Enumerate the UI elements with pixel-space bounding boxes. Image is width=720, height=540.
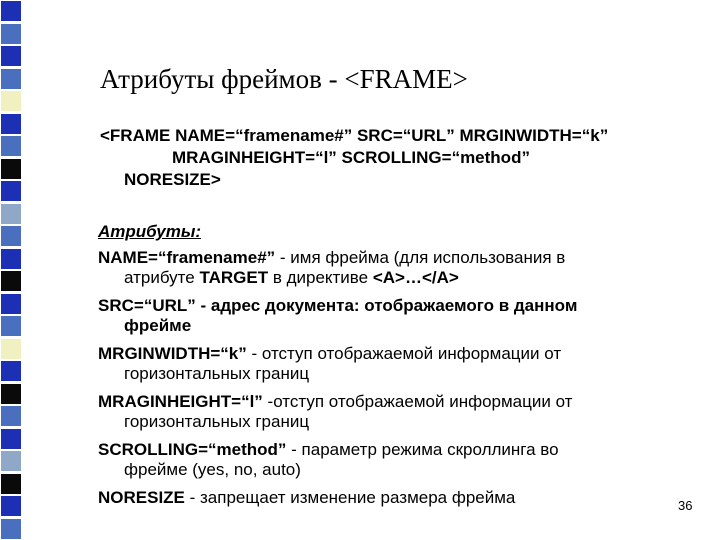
attr-sc-line-2: фрейме (yes, no, auto) <box>124 460 301 479</box>
stripe-square <box>0 293 22 315</box>
stripe-square <box>0 383 22 405</box>
stripe-square <box>0 225 22 247</box>
stripe-square <box>0 248 22 270</box>
attr-mh-line <box>98 392 572 412</box>
syntax-line-2: MRAGINHEIGHT=“l” SCROLLING=“method” <box>172 148 530 167</box>
attr-name-desc2a: атрибуте <box>124 268 200 287</box>
attr-sc-key: SCROLLING=“method” <box>98 440 287 459</box>
stripe-square <box>0 23 22 45</box>
stripe-square <box>0 158 22 180</box>
stripe-square <box>0 113 22 135</box>
page-number: 36 <box>678 498 693 513</box>
stripe-square <box>0 405 22 427</box>
stripe-square <box>0 68 22 90</box>
stripe-square <box>0 450 22 472</box>
stripe-square <box>0 338 22 360</box>
attr-mh-key: MRAGINHEIGHT=“l” <box>98 392 263 411</box>
attr-mh-line-2: горизонтальных границ <box>124 412 310 431</box>
syntax-line-1: <FRAME NAME=“framename#” SRC=“URL” MRGINWIDTH=“k” <box>100 126 609 145</box>
attr-nr-desc: - запрещает изменение размера фрейма <box>184 488 516 507</box>
stripe-square <box>0 203 22 225</box>
attr-name-desc2c: в директиве <box>268 268 373 287</box>
stripe-square <box>0 360 22 382</box>
decorative-stripe <box>0 0 34 540</box>
attributes-heading: Атрибуты: <box>98 222 202 241</box>
stripe-square <box>0 180 22 202</box>
attr-anchor-tag: <A>…</A> <box>372 268 459 287</box>
attr-src-line-2: фрейме <box>124 316 192 335</box>
attr-name-desc: - имя фрейма (для использования в <box>275 248 566 267</box>
stripe-square <box>0 315 22 337</box>
attr-mw-desc: - отступ отображаемой информации от <box>246 344 562 363</box>
stripe-square <box>0 90 22 112</box>
stripe-square <box>0 473 22 495</box>
attr-name-line <box>98 248 565 268</box>
attr-mw-line-2: горизонтальных границ <box>124 364 310 383</box>
attr-nr-line <box>98 488 515 508</box>
attr-target: TARGET <box>199 268 269 287</box>
stripe-square <box>0 428 22 450</box>
attr-mw-key: MRGINWIDTH=“k” <box>98 344 247 363</box>
stripe-square <box>0 135 22 157</box>
syntax-line-3: NORESIZE> <box>124 170 221 189</box>
attr-src-line: SRC=“URL” - адрес документа: отображаемого в данном <box>98 296 578 315</box>
attr-mh-desc: -отступ отображаемой информации от <box>262 392 573 411</box>
attr-mw-line <box>98 344 561 364</box>
stripe-square <box>0 518 22 540</box>
page-title: Атрибуты фреймов - <FRAME> <box>100 64 468 94</box>
stripe-square <box>0 45 22 67</box>
stripe-square <box>0 495 22 517</box>
attr-name-line-2 <box>124 268 459 288</box>
attr-nr-key: NORESIZE <box>98 488 185 507</box>
stripe-square <box>0 270 22 292</box>
attr-sc-desc: - параметр режима скроллинга во <box>286 440 559 459</box>
attr-sc-line <box>98 440 559 460</box>
stripe-square <box>0 0 22 22</box>
attr-name-key: NAME=“framename#” <box>98 248 276 267</box>
